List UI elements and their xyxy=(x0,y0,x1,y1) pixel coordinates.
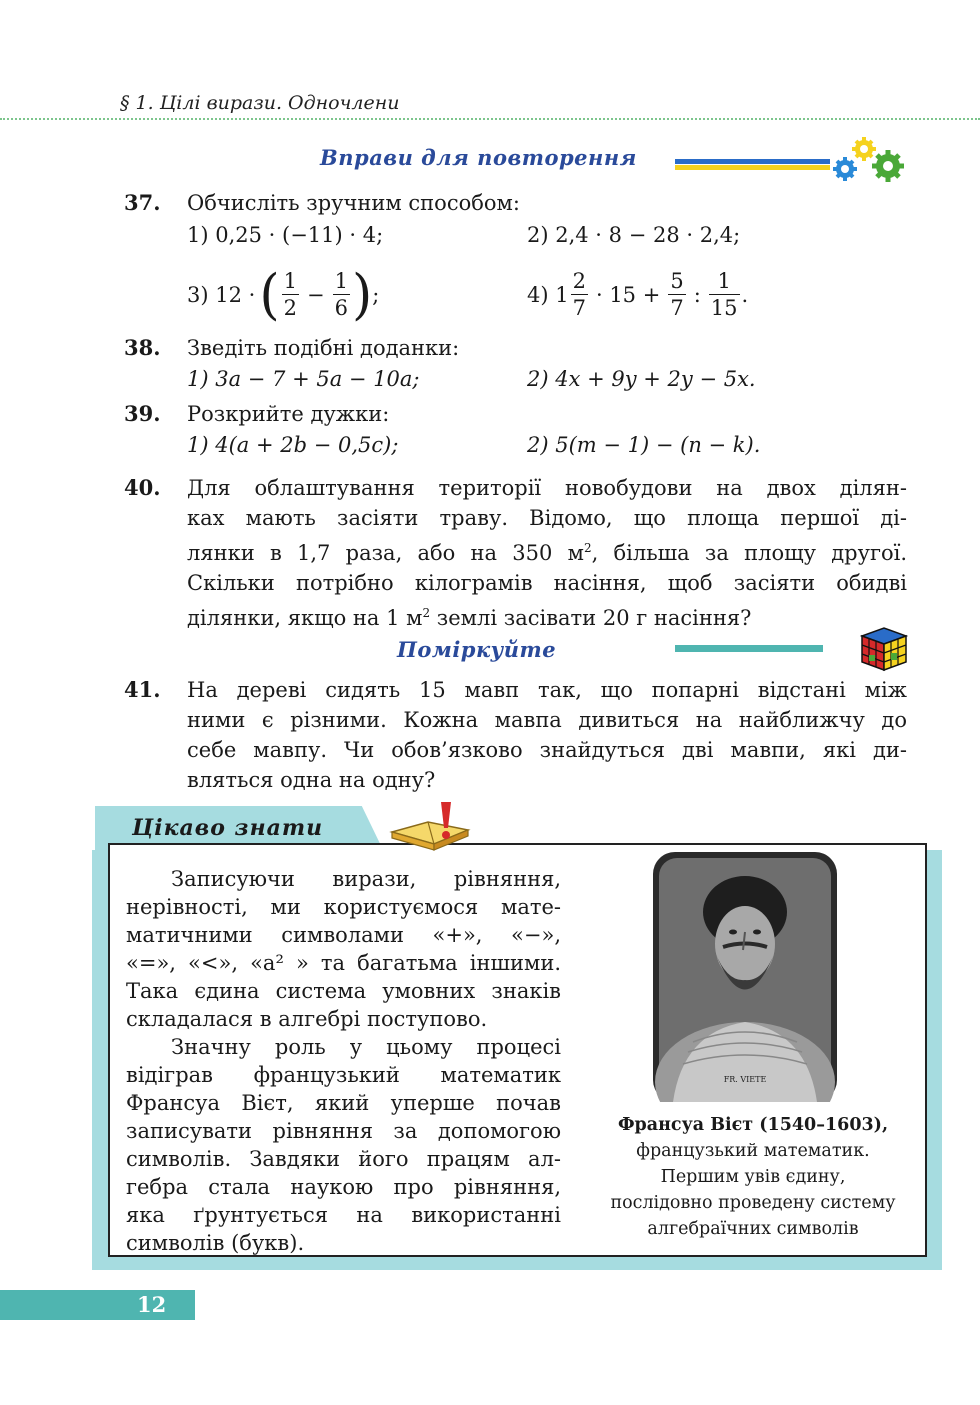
exercise-37-part-2: 2) 2,4 · 8 − 28 · 2,4; xyxy=(527,223,741,247)
p1-line: «=», «<», «a² » та багатьма іншими. xyxy=(126,951,561,975)
box-paragraph-2 xyxy=(126,1033,561,1257)
p4-mid-2: : xyxy=(693,283,701,307)
viete-portrait xyxy=(653,852,837,1102)
exercise-41-number: 41. xyxy=(124,677,161,702)
exercise-38-number: 38. xyxy=(124,335,161,360)
ex41-line-3: себе мавпу. Чи обов’язково знайдуться дві мавпи, які ди- xyxy=(187,738,907,762)
fraction-1-6: $\frac{1}{6}$ xyxy=(334,269,348,320)
exercise-37-part-1: 1) 0,25 · (−11) · 4; xyxy=(187,223,384,247)
p2-line: відіграв французький математик xyxy=(126,1063,561,1087)
fraction-1-2: $\frac{1}{2}$ xyxy=(283,269,297,320)
portrait-inscription: FR. VIETE xyxy=(723,1075,767,1084)
p1-line: Записуючи вирази, рівняння, xyxy=(171,867,561,891)
exercise-37-part-3 xyxy=(187,262,379,328)
running-head: § 1. Цілі вирази. Одночлени xyxy=(120,92,400,114)
exercise-37-task: Обчисліть зручним способом: xyxy=(187,191,520,215)
exercise-37-part-4 xyxy=(527,262,748,328)
exercise-40-text xyxy=(187,473,907,633)
portrait-caption xyxy=(593,1112,913,1242)
rubiks-cube-icon xyxy=(858,626,910,672)
ex40-line-4: Скільки потрібно кілограмів насіння, щоб засіяти обидві xyxy=(187,571,907,595)
ex40-line-2: ках мають засіяти траву. Відомо, що площа першої ді- xyxy=(187,506,907,530)
p2-line: символів (букв). xyxy=(126,1231,305,1255)
p2-line: символів. Завдяки його працям ал- xyxy=(126,1147,561,1171)
ex41-line-2: ними є різними. Кожна мавпа дивиться на найближчу до xyxy=(187,708,907,732)
p4-prefix: 4) 1 xyxy=(527,283,569,307)
exercise-37-number: 37. xyxy=(124,190,161,215)
box-tab-title: Цікаво знати xyxy=(132,815,324,841)
p1-line: Така єдина система умовних знаків xyxy=(126,979,561,1003)
p4-mid-1: · 15 + xyxy=(595,283,661,307)
p2-line: яка ґрунтується на використанні xyxy=(126,1203,561,1227)
fraction-5-7: $\frac{5}{7}$ xyxy=(670,269,684,320)
left-paren: ( xyxy=(259,263,280,327)
title-stripe-blue xyxy=(675,159,830,164)
exercise-39-task: Розкрийте дужки: xyxy=(187,402,390,426)
exercise-39-part-2: 2) 5(m − 1) − (n − k). xyxy=(527,433,761,457)
p3-end: ; xyxy=(372,283,380,307)
caption-title: Франсуа Вієт (1540–1603), xyxy=(617,1115,889,1135)
ex41-line-4: вляться одна на одну? xyxy=(187,768,436,792)
exercise-38-task: Зведіть подібні доданки: xyxy=(187,336,460,360)
title-stripe-yellow xyxy=(675,165,830,170)
gears-icon xyxy=(828,136,914,186)
ex40-line-5: ділянки, якщо на 1 $м^2$ землі засівати 20 г насіння? xyxy=(187,606,752,630)
box-paragraph-1 xyxy=(126,865,561,1033)
title-stripe-teal xyxy=(675,645,823,652)
p2-line: Значну роль у цьому процесі xyxy=(171,1035,561,1059)
exercise-38-part-2: 2) 4x + 9y + 2y − 5x. xyxy=(527,367,756,391)
p1-line: нерівності, ми користуємося мате- xyxy=(126,895,561,919)
right-paren: ) xyxy=(351,263,373,327)
section-title-review: Вправи для повторення xyxy=(320,145,637,170)
p1-line: матичними символами «+», «−», xyxy=(126,923,561,947)
caption-line: Першим увів єдину, xyxy=(660,1167,846,1187)
p3-prefix: 3) 12 · xyxy=(187,283,256,307)
ex40-line-1: Для облаштування території новобудови на двох ділян- xyxy=(187,476,907,500)
ex41-line-1: На дереві сидять 15 мавп так, що попарні відстані між xyxy=(187,678,907,702)
page-number: 12 xyxy=(137,1292,167,1317)
p1-line: складалася в алгебрі поступово. xyxy=(126,1007,488,1031)
exercise-40-number: 40. xyxy=(124,475,161,500)
fraction-2-7: $\frac{2}{7}$ xyxy=(572,269,586,320)
p3-minus: − xyxy=(306,283,325,307)
p2-line: гебра стала наукою про рівняння, xyxy=(126,1175,561,1199)
p2-line: записувати рівняння за допомогою xyxy=(126,1119,561,1143)
header-divider xyxy=(0,118,980,120)
p2-line: Франсуа Вієт, який уперше почав xyxy=(126,1091,561,1115)
exercise-38-part-1: 1) 3a − 7 + 5a − 10a; xyxy=(187,367,420,391)
fraction-1-15: $\frac{1}{15}$ xyxy=(710,269,738,320)
exercise-39-part-1: 1) 4(a + 2b − 0,5c); xyxy=(187,433,399,457)
caption-line: послідовно проведену систему xyxy=(610,1193,896,1213)
section-title-think: Поміркуйте xyxy=(397,637,557,662)
caption-line: алгебраїчних символів xyxy=(647,1219,859,1239)
exercise-41-text xyxy=(187,675,907,795)
exercise-39-number: 39. xyxy=(124,401,161,426)
ex40-line-3: лянки в 1,7 раза, або на 350 $м^2$, більша за площу другої. xyxy=(187,541,907,565)
caption-line: французький математик. xyxy=(636,1141,870,1161)
p4-end: . xyxy=(741,283,749,307)
open-book-exclamation-icon xyxy=(388,800,478,860)
